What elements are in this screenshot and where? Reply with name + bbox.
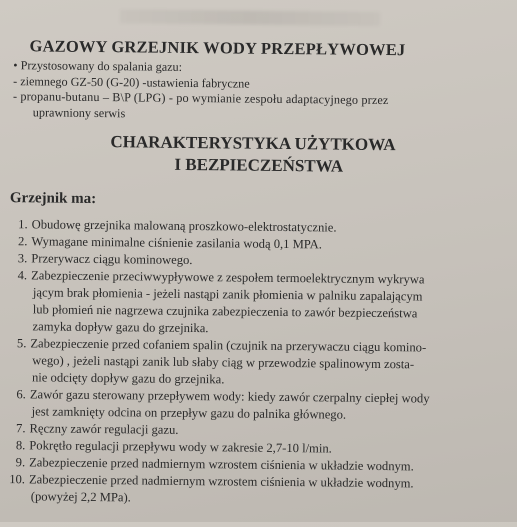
list-item-text: Wymagane minimalne ciśnienie zasilania wodą 0,1 MPA. <box>31 234 323 252</box>
document-title: GAZOWY GRZEJNIK WODY PRZEPŁYWOWEJ <box>29 36 406 60</box>
list-item-number: 6. <box>16 387 26 402</box>
intro-line: - ziemnego GZ-50 (G-20) -ustawienia fabryczne <box>13 73 250 91</box>
list-item-text: Zawór gazu sterowany przepływem wody: kiedy zawór czerpalny ciepłej wody <box>29 387 430 406</box>
list-item-text: (powyżej 2,2 MPa). <box>30 489 131 505</box>
list-item-number: 2. <box>17 234 28 249</box>
list-item-text: Obudowę grzejnika malowaną proszkowo-elektrostatycznie. <box>31 217 337 235</box>
gas-suitability-note <box>13 58 484 125</box>
list-item-text: lub płomień nie nagrzewa czujnika zabezpieczenia to zawór bezpieczeństwa <box>32 302 418 321</box>
list-item-text: Zabezpieczenie przed cofaniem spalin (czujnik na przerywaczu ciągu komino- <box>30 336 427 355</box>
list-item-text: zamyka dopływ gazu do grzejnika. <box>32 319 209 336</box>
list-item-text: wego) , jeżeli nastąpi zanik lub słaby ciąg w przewodzie spalinowym zosta- <box>32 353 415 372</box>
list-item-text: Przerywacz ciągu kominowego. <box>31 251 193 268</box>
list-item-text: jącym brak płomienia - jeżeli nastąpi zanik płomienia w palniku zapalającym <box>32 285 423 304</box>
list-item-text: Zabezpieczenie przed nadmiernym wzrostem ciśnienia w układzie wodnym. <box>29 455 414 474</box>
list-item-text: nie odcięty dopływ gazu do grzejnika. <box>31 370 225 387</box>
feature-list <box>5 216 508 510</box>
list-item-number: 3. <box>17 251 28 266</box>
list-item-text: Pokrętło regulacji przepływu wody w zakresie 2,7-10 l/min. <box>29 438 332 456</box>
list-item-number: 10. <box>9 472 26 487</box>
intro-line: uprawniony serwis <box>32 104 126 120</box>
intro-line: - propanu-butanu – B\P (LPG) - po wymianie zespołu adaptacyjnego przez <box>12 89 389 108</box>
list-item-text: Ręczny zawór regulacji gazu. <box>29 421 179 437</box>
show-through-text <box>120 9 380 26</box>
intro-line: • Przystosowany do spalania gazu: <box>13 58 183 74</box>
section-title-line: CHARAKTERYSTYKA UŻYTKOWA <box>110 132 396 155</box>
list-item-number: 5. <box>16 336 27 351</box>
section-title-line: I BEZPIECZEŃSTWA <box>174 154 344 176</box>
list-item-number: 9. <box>15 455 26 470</box>
list-heading: Grzejnik ma: <box>9 190 97 208</box>
list-item-text: Zabezpieczenie przeciwwypływowe z zespołem termoelektrycznym wykrywa <box>31 268 425 287</box>
list-item-number: 7. <box>15 421 26 436</box>
list-item <box>5 471 505 510</box>
list-item-number: 1. <box>18 217 28 232</box>
list-item-number: 8. <box>15 438 26 453</box>
list-item <box>6 335 507 391</box>
list-item-text: jest zamknięty odcina on przepływ gazu do palnika głównego. <box>31 404 347 422</box>
list-item-number: 4. <box>17 268 28 283</box>
list-item-text: Zabezpieczenie przed nadmiernym wzrostem ciśnienia w układzie wodnym. <box>28 472 414 491</box>
list-item <box>6 267 507 340</box>
section-title <box>0 130 516 179</box>
list-item <box>6 386 506 425</box>
